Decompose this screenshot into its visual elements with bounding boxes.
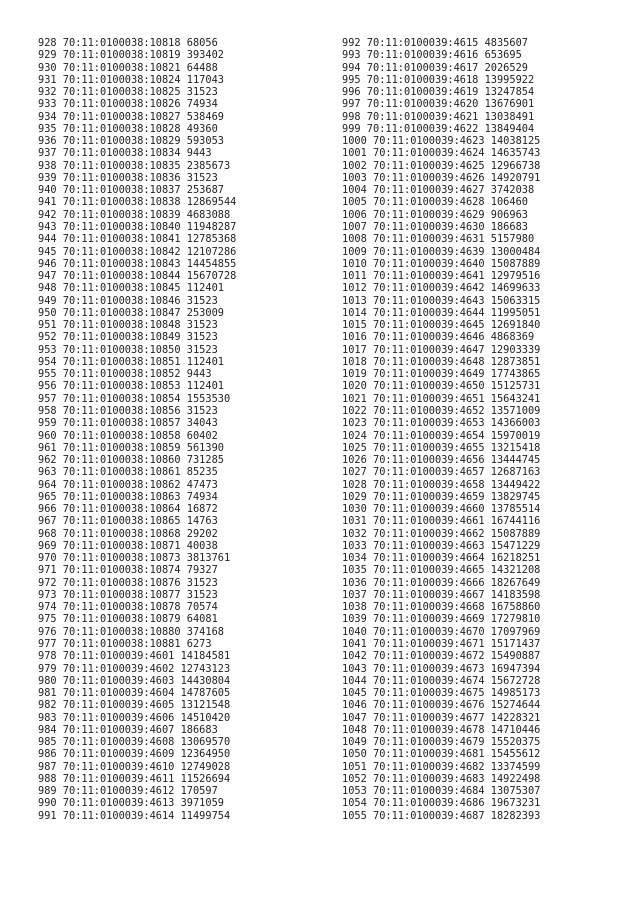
list-item: 1010 70:11:0100039:4640 15087889	[342, 257, 541, 270]
list-item: 1039 70:11:0100039:4669 17279810	[342, 613, 541, 626]
list-item: 1024 70:11:0100039:4654 15970019	[342, 429, 541, 442]
list-item: 958 70:11:0100038:10856 31523	[38, 404, 218, 417]
list-item: 959 70:11:0100038:10857 34043	[38, 417, 218, 430]
list-item: 946 70:11:0100038:10843 14454855	[38, 257, 237, 270]
list-item: 972 70:11:0100038:10876 31523	[38, 576, 218, 589]
list-item: 974 70:11:0100038:10878 70574	[38, 601, 218, 614]
list-item: 992 70:11:0100039:4615 4835607	[342, 37, 528, 49]
list-item: 1032 70:11:0100039:4662 15087889	[342, 527, 541, 540]
list-item: 966 70:11:0100038:10864 16872	[38, 503, 218, 516]
list-item: 983 70:11:0100039:4606 14510420	[38, 711, 231, 724]
list-item: 1054 70:11:0100039:4686 19673231	[342, 797, 541, 810]
list-item: 1051 70:11:0100039:4682 13374599	[342, 760, 541, 773]
list-item: 993 70:11:0100039:4616 653695	[342, 49, 522, 62]
list-item: 975 70:11:0100038:10879 64081	[38, 613, 218, 626]
list-item: 1029 70:11:0100039:4659 13829745	[342, 490, 541, 503]
list-item: 1044 70:11:0100039:4674 15672728	[342, 674, 541, 687]
list-item: 1052 70:11:0100039:4683 14922498	[342, 772, 541, 785]
list-item: 1006 70:11:0100039:4629 906963	[342, 208, 528, 221]
list-item: 997 70:11:0100039:4620 13676901	[342, 98, 535, 111]
list-item: 941 70:11:0100038:10838 12869544	[38, 196, 237, 209]
list-item: 960 70:11:0100038:10858 60402	[38, 429, 218, 442]
list-item: 988 70:11:0100039:4611 11526694	[38, 772, 231, 785]
list-item: 1020 70:11:0100039:4650 15125731	[342, 380, 541, 393]
list-item: 1001 70:11:0100039:4624 14635743	[342, 147, 541, 160]
list-item: 929 70:11:0100038:10819 393402	[38, 49, 224, 62]
list-item: 1007 70:11:0100039:4630 186683	[342, 220, 528, 233]
list-item: 963 70:11:0100038:10861 85235	[38, 466, 218, 479]
list-item: 944 70:11:0100038:10841 12785368	[38, 233, 237, 246]
list-item: 1040 70:11:0100039:4670 17097969	[342, 625, 541, 638]
list-item: 936 70:11:0100038:10829 593053	[38, 135, 224, 148]
list-item: 1028 70:11:0100039:4658 13449422	[342, 478, 541, 491]
list-item: 937 70:11:0100038:10834 9443	[38, 147, 212, 160]
list-item: 995 70:11:0100039:4618 13995922	[342, 73, 535, 86]
list-item: 996 70:11:0100039:4619 13247854	[342, 86, 535, 99]
list-item: 956 70:11:0100038:10853 112401	[38, 380, 224, 393]
list-item: 1026 70:11:0100039:4656 13444745	[342, 454, 541, 467]
list-item: 1027 70:11:0100039:4657 12687163	[342, 466, 541, 479]
list-item: 961 70:11:0100038:10859 561390	[38, 441, 224, 454]
list-item: 947 70:11:0100038:10844 15670728	[38, 270, 237, 283]
list-item: 942 70:11:0100038:10839 4683088	[38, 208, 231, 221]
list-item: 1030 70:11:0100039:4660 13785514	[342, 503, 541, 516]
list-item: 1014 70:11:0100039:4644 11995051	[342, 306, 541, 319]
list-item: 948 70:11:0100038:10845 112401	[38, 282, 224, 295]
list-item: 1031 70:11:0100039:4661 16744116	[342, 515, 541, 528]
list-item: 994 70:11:0100039:4617 2026529	[342, 61, 528, 74]
list-item: 998 70:11:0100039:4621 13038491	[342, 110, 535, 123]
list-item: 1036 70:11:0100039:4666 18267649	[342, 576, 541, 589]
list-item: 984 70:11:0100039:4607 186683	[38, 723, 218, 736]
list-item: 971 70:11:0100038:10874 79327	[38, 564, 218, 577]
list-item: 1011 70:11:0100039:4641 12979516	[342, 270, 541, 283]
list-item: 987 70:11:0100039:4610 12749028	[38, 760, 231, 773]
list-item: 991 70:11:0100039:4614 11499754	[38, 809, 231, 822]
list-item: 954 70:11:0100038:10851 112401	[38, 355, 224, 368]
list-item: 990 70:11:0100039:4613 3971059	[38, 797, 224, 810]
list-item: 1022 70:11:0100039:4652 13571009	[342, 404, 541, 417]
list-item: 1047 70:11:0100039:4677 14228321	[342, 711, 541, 724]
list-item: 1008 70:11:0100039:4631 5157980	[342, 233, 535, 246]
list-item: 1021 70:11:0100039:4651 15643241	[342, 392, 541, 405]
list-item: 1002 70:11:0100039:4625 12966738	[342, 159, 541, 172]
list-item: 968 70:11:0100038:10868 29202	[38, 527, 218, 540]
list-item: 939 70:11:0100038:10836 31523	[38, 171, 218, 184]
list-item: 979 70:11:0100039:4602 12743123	[38, 662, 231, 675]
right-column	[342, 37, 540, 822]
list-item: 940 70:11:0100038:10837 253687	[38, 184, 224, 197]
list-item: 1046 70:11:0100039:4676 15274644	[342, 699, 541, 712]
list-item: 957 70:11:0100038:10854 1553530	[38, 392, 231, 405]
list-item: 1004 70:11:0100039:4627 3742038	[342, 184, 535, 197]
list-item: 934 70:11:0100038:10827 538469	[38, 110, 224, 123]
list-item: 1000 70:11:0100039:4623 14038125	[342, 135, 541, 148]
list-item: 973 70:11:0100038:10877 31523	[38, 588, 218, 601]
list-item: 928 70:11:0100038:10818 68056	[38, 37, 218, 49]
list-item: 1041 70:11:0100039:4671 15171437	[342, 638, 541, 651]
list-item: 970 70:11:0100038:10873 3813761	[38, 552, 231, 565]
list-item: 999 70:11:0100039:4622 13849404	[342, 122, 535, 135]
list-item: 1035 70:11:0100039:4665 14321208	[342, 564, 541, 577]
list-item: 981 70:11:0100039:4604 14787605	[38, 687, 231, 700]
list-item: 976 70:11:0100038:10880 374168	[38, 625, 224, 638]
list-item: 1050 70:11:0100039:4681 15455612	[342, 748, 541, 761]
list-item: 964 70:11:0100038:10862 47473	[38, 478, 218, 491]
list-item: 953 70:11:0100038:10850 31523	[38, 343, 218, 356]
list-item: 1043 70:11:0100039:4673 16947394	[342, 662, 541, 675]
list-item: 1012 70:11:0100039:4642 14699633	[342, 282, 541, 295]
list-item: 1034 70:11:0100039:4664 16218251	[342, 552, 541, 565]
list-item: 938 70:11:0100038:10835 2385673	[38, 159, 231, 172]
list-item: 949 70:11:0100038:10846 31523	[38, 294, 218, 307]
list-item: 1033 70:11:0100039:4663 15471229	[342, 539, 541, 552]
list-item: 1053 70:11:0100039:4684 13075307	[342, 785, 541, 798]
list-item: 1015 70:11:0100039:4645 12691840	[342, 319, 541, 332]
list-item: 930 70:11:0100038:10821 64488	[38, 61, 218, 74]
list-item: 950 70:11:0100038:10847 253009	[38, 306, 224, 319]
list-item: 1013 70:11:0100039:4643 15063315	[342, 294, 541, 307]
list-item: 986 70:11:0100039:4609 12364950	[38, 748, 231, 761]
list-item: 1005 70:11:0100039:4628 106460	[342, 196, 528, 209]
list-item: 1025 70:11:0100039:4655 13215418	[342, 441, 541, 454]
list-item: 982 70:11:0100039:4605 13121548	[38, 699, 231, 712]
list-item: 1042 70:11:0100039:4672 15490887	[342, 650, 541, 663]
list-item: 1019 70:11:0100039:4649 17743865	[342, 368, 541, 381]
list-item: 969 70:11:0100038:10871 40038	[38, 539, 218, 552]
list-item: 1049 70:11:0100039:4679 15520375	[342, 736, 541, 749]
left-column	[38, 37, 236, 822]
list-item: 1038 70:11:0100039:4668 16758860	[342, 601, 541, 614]
list-item: 965 70:11:0100038:10863 74934	[38, 490, 218, 503]
list-item: 1045 70:11:0100039:4675 14985173	[342, 687, 541, 700]
list-item: 931 70:11:0100038:10824 117043	[38, 73, 224, 86]
list-item: 1037 70:11:0100039:4667 14183598	[342, 588, 541, 601]
list-item: 951 70:11:0100038:10848 31523	[38, 319, 218, 332]
list-item: 1018 70:11:0100039:4648 12873851	[342, 355, 541, 368]
list-item: 985 70:11:0100039:4608 13069570	[38, 736, 231, 749]
list-item: 980 70:11:0100039:4603 14430804	[38, 674, 231, 687]
list-item: 1017 70:11:0100039:4647 12903339	[342, 343, 541, 356]
list-item: 1023 70:11:0100039:4653 14366003	[342, 417, 541, 430]
list-item: 989 70:11:0100039:4612 170597	[38, 785, 218, 798]
list-item: 967 70:11:0100038:10865 14763	[38, 515, 218, 528]
list-item: 945 70:11:0100038:10842 12107286	[38, 245, 237, 258]
list-item: 932 70:11:0100038:10825 31523	[38, 86, 218, 99]
list-item: 962 70:11:0100038:10860 731285	[38, 454, 224, 467]
list-item: 1009 70:11:0100039:4639 13000484	[342, 245, 541, 258]
list-item: 1055 70:11:0100039:4687 18282393	[342, 809, 541, 822]
list-item: 977 70:11:0100038:10881 6273	[38, 638, 212, 651]
list-item: 1003 70:11:0100039:4626 14920791	[342, 171, 541, 184]
list-item: 1016 70:11:0100039:4646 4868369	[342, 331, 535, 344]
list-item: 1048 70:11:0100039:4678 14710446	[342, 723, 541, 736]
list-item: 935 70:11:0100038:10828 49360	[38, 122, 218, 135]
list-item: 952 70:11:0100038:10849 31523	[38, 331, 218, 344]
list-item: 933 70:11:0100038:10826 74934	[38, 98, 218, 111]
list-item: 943 70:11:0100038:10840 11948287	[38, 220, 237, 233]
list-item: 955 70:11:0100038:10852 9443	[38, 368, 212, 381]
list-item: 978 70:11:0100039:4601 14184581	[38, 650, 231, 663]
